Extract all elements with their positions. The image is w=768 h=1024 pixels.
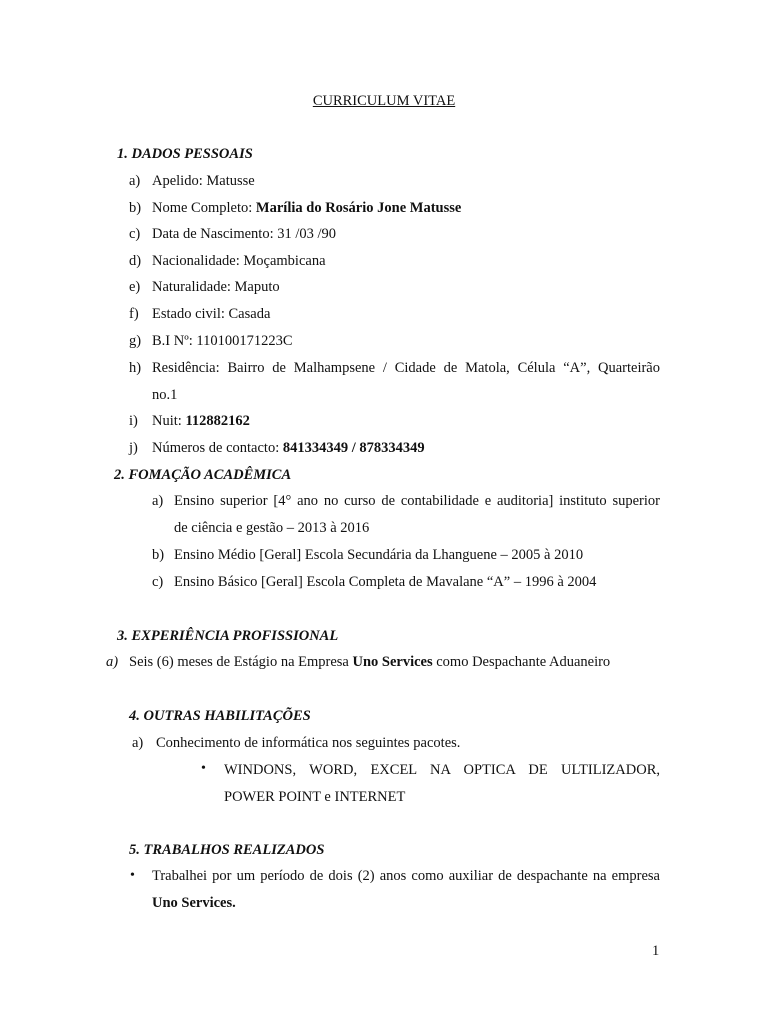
list-item-text: Ensino superior [4° ano no curso de contabilidade e auditoria] instituto superior xyxy=(174,493,660,509)
section-heading-trabalhos: 5. TRABALHOS REALIZADOS xyxy=(129,842,325,858)
list-item-text: Naturalidade: Maputo xyxy=(152,279,280,295)
page-number: 1 xyxy=(652,943,660,959)
bullet-icon: • xyxy=(201,761,206,776)
list-marker: c) xyxy=(152,574,164,590)
list-marker: a) xyxy=(106,654,119,670)
list-marker: e) xyxy=(129,279,141,295)
list-item-text: Nuit: 112882162 xyxy=(152,413,250,429)
list-item-continuation: no.1 xyxy=(152,387,178,403)
section-heading-formacao: 2. FOMAÇÃO ACADÊMICA xyxy=(114,467,292,483)
list-marker: j) xyxy=(129,440,138,456)
list-item-text: Nome Completo: Marília do Rosário Jone Matusse xyxy=(152,200,462,216)
list-item-text: Seis (6) meses de Estágio na Empresa Uno Services como Despachante Aduaneiro xyxy=(129,654,611,670)
list-marker: g) xyxy=(129,333,142,349)
list-item-text: Data de Nascimento: 31 /03 /90 xyxy=(152,226,337,242)
list-item-text: Conhecimento de informática nos seguintes pacotes. xyxy=(156,735,461,751)
bullet-item-text: WINDONS, WORD, EXCEL NA OPTICA DE ULTILIZADOR, xyxy=(224,762,660,778)
list-item-continuation: de ciência e gestão – 2013 à 2016 xyxy=(174,520,370,536)
bullet-item-text: Trabalhei por um período de dois (2) anos como auxiliar de despachante na empresa xyxy=(152,868,660,884)
bullet-item-continuation: POWER POINT e INTERNET xyxy=(224,789,406,805)
section-heading-habilitacoes: 4. OUTRAS HABILITAÇÕES xyxy=(129,708,311,724)
list-marker: i) xyxy=(129,413,138,429)
section-heading-experiencia: 3. EXPERIÊNCIA PROFISSIONAL xyxy=(117,628,339,644)
list-marker: b) xyxy=(152,547,165,563)
list-marker: h) xyxy=(129,360,142,376)
list-marker: c) xyxy=(129,226,141,242)
list-marker: d) xyxy=(129,253,142,269)
list-marker: a) xyxy=(129,173,141,189)
list-marker: f) xyxy=(129,306,139,322)
list-item-text: Nacionalidade: Moçambicana xyxy=(152,253,326,269)
list-item-text: Ensino Básico [Geral] Escola Completa de Mavalane “A” – 1996 à 2004 xyxy=(174,574,597,590)
list-marker: a) xyxy=(152,493,164,509)
list-item-text: Residência: Bairro de Malhampsene / Cidade de Matola, Célula “A”, Quarteirão xyxy=(152,360,660,376)
nuit-number: 112882162 xyxy=(185,413,250,429)
section-heading-dados-pessoais: 1. DADOS PESSOAIS xyxy=(117,146,253,162)
list-item-text: Ensino Médio [Geral] Escola Secundária da Lhanguene – 2005 à 2010 xyxy=(174,547,584,563)
page-title: CURRICULUM VITAE xyxy=(312,93,456,109)
bullet-item-continuation: Uno Services. xyxy=(152,895,236,911)
list-marker: a) xyxy=(132,735,144,751)
list-marker: b) xyxy=(129,200,142,216)
list-item-text: Estado civil: Casada xyxy=(152,306,271,322)
contact-numbers: 841334349 / 878334349 xyxy=(282,440,425,456)
list-item-text: Apelido: Matusse xyxy=(152,173,255,189)
list-item-text: Números de contacto: 841334349 / 878334349 xyxy=(152,440,425,456)
company-name: Uno Services xyxy=(352,654,433,670)
list-item-text: B.I Nº: 110100171223C xyxy=(152,333,293,349)
full-name: Marília do Rosário Jone Matusse xyxy=(255,200,462,216)
bullet-icon: • xyxy=(130,868,135,883)
